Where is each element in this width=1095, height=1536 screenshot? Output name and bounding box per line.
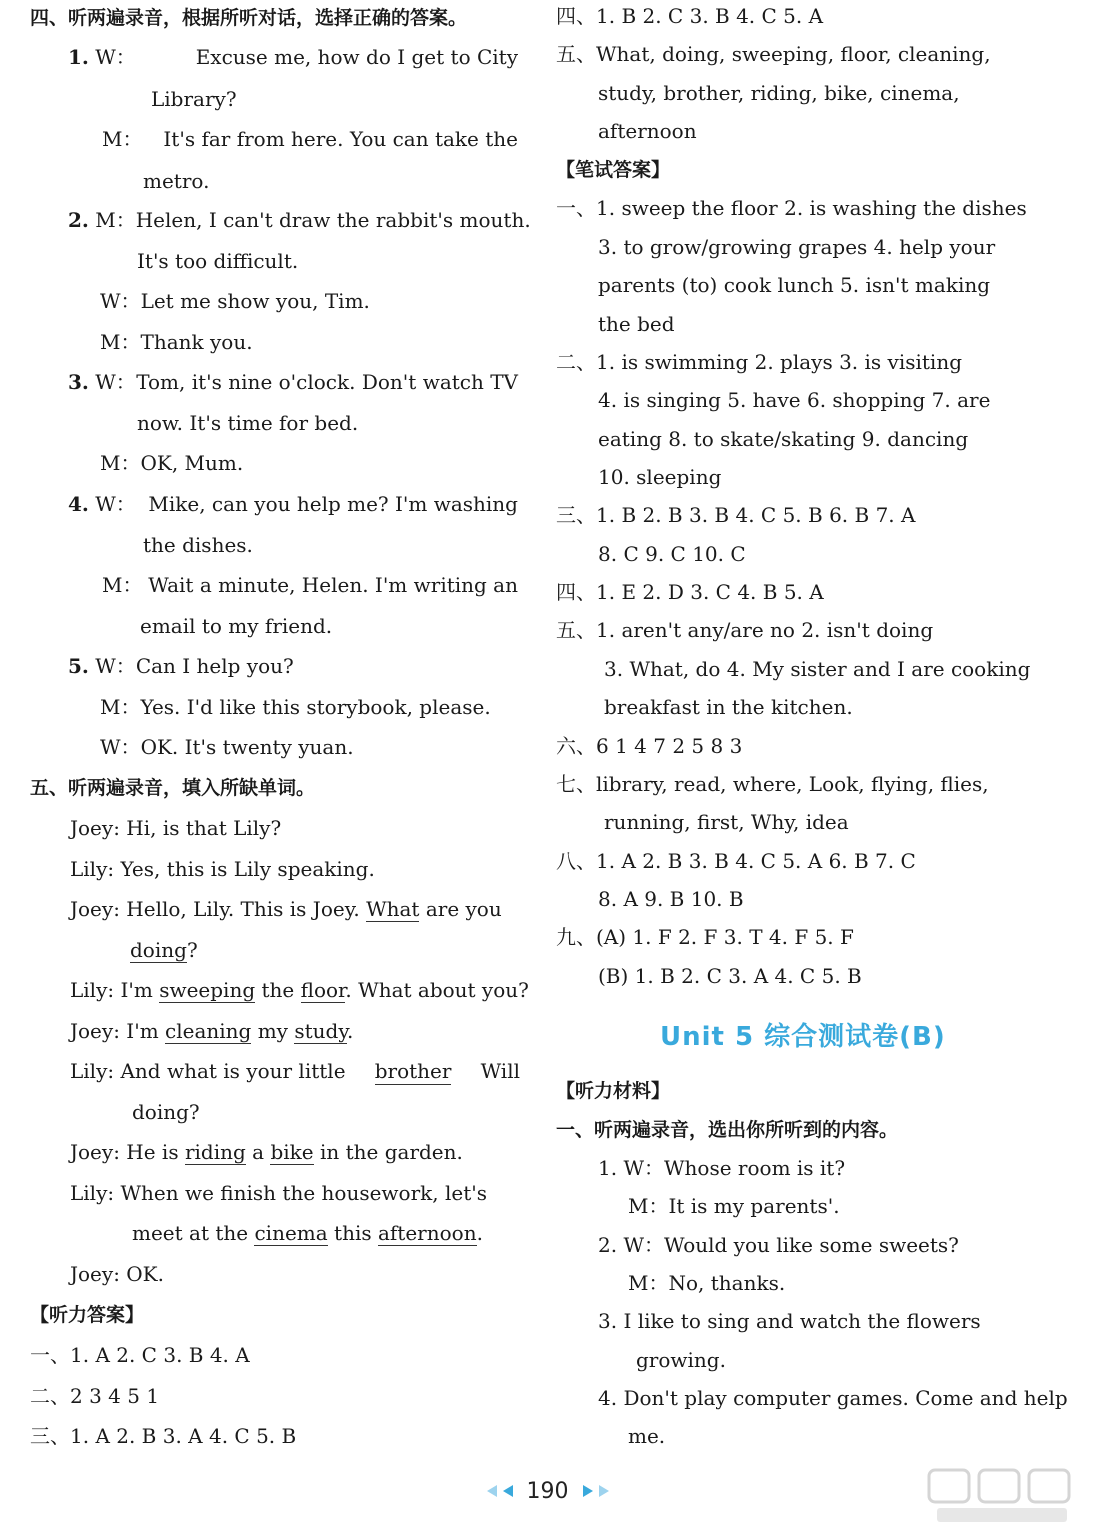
dialogue-4-line-4: email to my friend. — [140, 614, 333, 638]
phone-line-10: Lily: When we finish the housework, let's — [70, 1181, 488, 1205]
phone-line-2: Lily: Yes, this is Lily speaking. — [70, 857, 375, 881]
phone-line-11: meet at the cinema this afternoon. — [132, 1221, 483, 1245]
phone-line-3: Joey: Hello, Lily. This is Joey. What are you — [70, 897, 502, 921]
phone-line-9: Joey: He is riding a bike in the garden. — [70, 1140, 463, 1164]
written-5a: 五、1. aren't any/are no 2. isn't doing — [556, 618, 934, 642]
listening-2b: M：No, thanks. — [628, 1271, 786, 1295]
blank-answer: afternoon — [377, 1221, 477, 1245]
answer-row-4: 四、1. B 2. C 3. B 4. C 5. A — [556, 4, 824, 28]
next-arrow-icon — [599, 1485, 609, 1497]
written-8a: 八、1. A 2. B 3. B 4. C 5. A 6. B 7. C — [556, 849, 916, 873]
written-9a: 九、(A) 1. F 2. F 3. T 4. F 5. F — [556, 925, 854, 949]
phone-line-8: doing? — [132, 1100, 200, 1124]
written-5c: breakfast in the kitchen. — [604, 695, 853, 719]
listening-2a: 2. W：Would you like some sweets? — [598, 1233, 959, 1257]
answer-row-5a: 五、What, doing, sweeping, floor, cleaning, — [556, 42, 991, 66]
written-1d: the bed — [598, 312, 675, 336]
written-answers-title: 【笔试答案】 — [556, 159, 671, 181]
section-5-title: 五、听两遍录音，填入所缺单词。 — [30, 777, 316, 799]
written-5b: 3. What, do 4. My sister and I are cooking — [604, 657, 1031, 681]
dialogue-3-line-3: M：OK, Mum. — [100, 451, 244, 475]
listening-answer-2: 二、2 3 4 5 1 — [30, 1384, 160, 1408]
phone-line-5: Lily: I'm sweeping the floor. What about you? — [70, 978, 529, 1002]
written-1b: 3. to grow/growing grapes 4. help your — [598, 235, 996, 259]
listening-section-1-title: 一、听两遍录音，选出你所听到的内容。 — [556, 1119, 899, 1141]
dialogue-3-line-2: now. It's time for bed. — [137, 411, 359, 435]
watermark-logo-icon — [927, 1466, 1077, 1526]
written-9b: (B) 1. B 2. C 3. A 4. C 5. B — [598, 964, 862, 988]
dialogue-1-line-2: Library? — [151, 87, 237, 111]
next-arrow-icon — [583, 1485, 593, 1497]
answer-row-5c: afternoon — [598, 119, 697, 143]
answer-row-5b: study, brother, riding, bike, cinema, — [598, 81, 960, 105]
phone-line-6: Joey: I'm cleaning my study. — [70, 1019, 354, 1043]
dialogue-5-line-2: M：Yes. I'd like this storybook, please. — [100, 695, 491, 719]
blank-answer: floor — [300, 978, 346, 1002]
listening-answers-title: 【听力答案】 — [30, 1304, 145, 1326]
listening-4a: 4. Don't play computer games. Come and help — [598, 1386, 1068, 1410]
dialogue-1-line-1: 1. W： Excuse me, how do I get to City — [68, 45, 518, 69]
section-4-title: 四、听两遍录音，根据所听对话，选择正确的答案。 — [30, 7, 468, 29]
written-3b: 8. C 9. C 10. C — [598, 542, 746, 566]
dialogue-4-line-1: 4. W： Mike, can you help me? I'm washing — [68, 492, 518, 516]
listening-3b: growing. — [636, 1348, 726, 1372]
unit-title: Unit 5 综合测试卷(B) — [660, 1022, 946, 1052]
blank-answer: riding — [184, 1140, 246, 1164]
written-2b: 4. is singing 5. have 6. shopping 7. are — [598, 388, 991, 412]
written-7b: running, first, Why, idea — [604, 810, 849, 834]
prev-arrow-icon — [487, 1485, 497, 1497]
dialogue-4-line-2: the dishes. — [143, 533, 253, 557]
blank-answer: cinema — [254, 1221, 328, 1245]
blank-answer: bike — [270, 1140, 314, 1164]
written-4: 四、1. E 2. D 3. C 4. B 5. A — [556, 580, 824, 604]
phone-line-7: Lily: And what is your little brother Will — [70, 1059, 520, 1083]
blank-answer: sweeping — [159, 978, 256, 1002]
dialogue-2-line-4: M：Thank you. — [100, 330, 253, 354]
dialogue-4-line-3: M： Wait a minute, Helen. I'm writing an — [102, 573, 518, 597]
phone-line-4: doing? — [130, 938, 198, 962]
blank-answer: What — [366, 897, 420, 921]
dialogue-2-line-1: 2. M：Helen, I can't draw the rabbit's mouth. — [68, 208, 531, 232]
dialogue-5-line-1: 5. W：Can I help you? — [68, 654, 294, 678]
listening-answer-3: 三、1. A 2. B 3. A 4. C 5. B — [30, 1424, 297, 1448]
written-1a: 一、1. sweep the floor 2. is washing the dishes — [556, 196, 1027, 220]
blank-answer: doing — [130, 938, 187, 962]
phone-line-1: Joey: Hi, is that Lily? — [70, 816, 282, 840]
listening-material-title: 【听力材料】 — [556, 1080, 671, 1102]
written-2d: 10. sleeping — [598, 465, 722, 489]
written-7a: 七、library, read, where, Look, flying, flies, — [556, 772, 989, 796]
listening-4b: me. — [628, 1424, 666, 1448]
listening-1a: 1. W：Whose room is it? — [598, 1156, 846, 1180]
dialogue-1-line-4: metro. — [143, 169, 210, 193]
phone-line-12: Joey: OK. — [70, 1262, 164, 1286]
written-2c: eating 8. to skate/skating 9. dancing — [598, 427, 969, 451]
dialogue-5-line-3: W：OK. It's twenty yuan. — [100, 735, 354, 759]
listening-1b: M：It is my parents'. — [628, 1194, 840, 1218]
written-6: 六、6 1 4 7 2 5 8 3 — [556, 734, 743, 758]
page-number: 190 — [526, 1478, 569, 1504]
dialogue-2-line-3: W：Let me show you, Tim. — [100, 289, 370, 313]
written-8b: 8. A 9. B 10. B — [598, 887, 744, 911]
listening-3a: 3. I like to sing and watch the flowers — [598, 1309, 981, 1333]
written-1c: parents (to) cook lunch 5. isn't making — [598, 273, 991, 297]
written-3a: 三、1. B 2. B 3. B 4. C 5. B 6. B 7. A — [556, 503, 916, 527]
written-2a: 二、1. is swimming 2. plays 3. is visiting — [556, 350, 963, 374]
dialogue-2-line-2: It's too difficult. — [137, 249, 299, 273]
dialogue-1-line-3: M： It's far from here. You can take the — [102, 127, 518, 151]
blank-answer: study — [294, 1019, 347, 1043]
listening-answer-1: 一、1. A 2. C 3. B 4. A — [30, 1343, 250, 1367]
blank-answer: cleaning — [165, 1019, 252, 1043]
dialogue-3-line-1: 3. W： Tom, it's nine o'clock. Don't watch TV — [68, 370, 518, 394]
blank-answer: brother — [374, 1059, 452, 1083]
prev-arrow-icon — [503, 1485, 513, 1497]
